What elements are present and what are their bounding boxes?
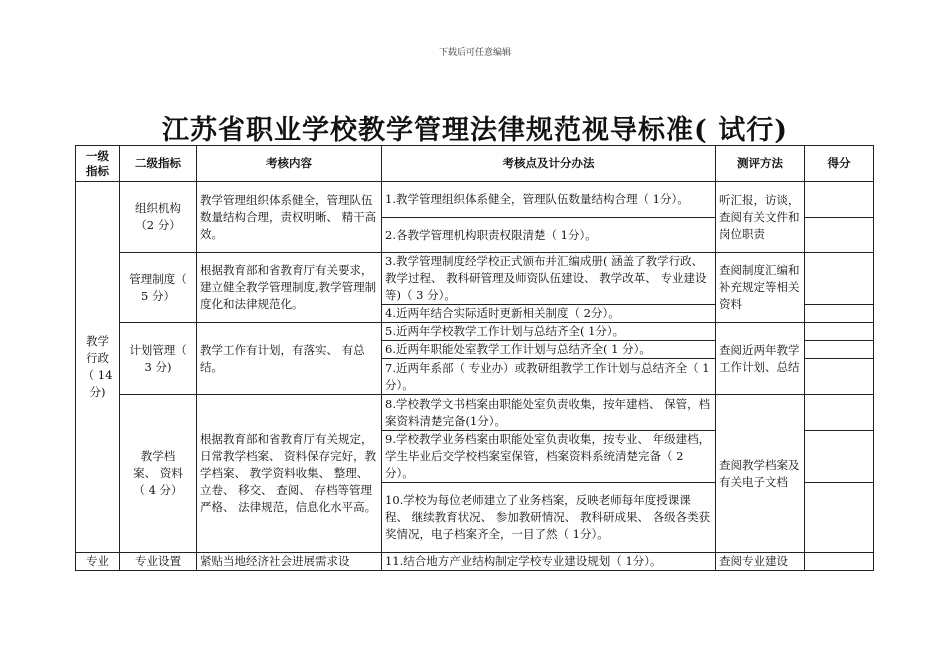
score-cell — [805, 483, 874, 553]
score-cell — [805, 323, 874, 341]
point-5: 5.近两年学校教学工作计划与总结齐全( 1分）。 — [382, 323, 716, 341]
score-cell — [805, 253, 874, 305]
level2-archive: 教学档 案、 资料 （ 4 分） — [120, 395, 197, 553]
score-cell — [805, 395, 874, 431]
table-row — [76, 323, 874, 341]
method-plan: 查阅近两年教学工作计划、总结 — [716, 323, 805, 395]
table-row — [76, 253, 874, 305]
table-row — [76, 182, 874, 218]
header-note: 下载后可任意编辑 — [438, 48, 511, 58]
point-1: 1.教学管理组织体系健全，管理队伍数量结构合理（ 1分）。 — [382, 182, 716, 218]
col-header-points: 考核点及计分办法 — [382, 146, 716, 182]
table-row — [76, 395, 874, 431]
score-cell — [805, 218, 874, 253]
point-3: 3.教学管理制度经学校正式颁布并汇编成册( 涵盖了教学行政、 教学过程、 教科研管理及师资队伍建设、 教学改革、 专业建设等)（ 3 分）。 — [382, 253, 716, 305]
score-cell — [805, 359, 874, 395]
col-header-level2: 二级指标 — [120, 146, 197, 182]
content-archive: 根据教育部和省教育厅有关规定，日常教学档案、 资料保存完好，教学档案、 教学资料收集、 整理、 立卷、 移交、 查阅、 存档等管理严格、 法律规范，信息化水平高。 — [197, 395, 382, 553]
level2-system: 管理制度（ 5 分） — [120, 253, 197, 323]
point-7: 7.近两年系部（ 专业办）或教研组教学工作计划与总结齐全（ 1分）。 — [382, 359, 716, 395]
col-header-level1: 一级 指标 — [76, 146, 120, 182]
level2-org: 组织机构 （2 分） — [120, 182, 197, 253]
point-11: 11.结合地方产业结构制定学校专业建设规划（ 1分）。 — [382, 553, 716, 571]
content-plan: 教学工作有计划，有落实、 有总结。 — [197, 323, 382, 395]
point-2: 2.各教学管理机构职责权限清楚（ 1分）。 — [382, 218, 716, 253]
level1-admin: 教学 行政 （ 14 分) — [76, 182, 120, 553]
score-cell — [805, 341, 874, 359]
score-cell — [805, 553, 874, 571]
document-title: 江苏省职业学校教学管理法律规范视导标准( 试行) — [162, 115, 788, 146]
col-header-method: 测评方法 — [716, 146, 805, 182]
point-8: 8.学校教学文书档案由职能处室负责收集，按年建档、 保管，档案资料清楚完备(1分）。 — [382, 395, 716, 431]
score-cell — [805, 305, 874, 323]
method-system: 查阅制度汇编和补充规定等相关资料 — [716, 253, 805, 323]
level2-major: 专业设置 — [120, 553, 197, 571]
point-4: 4.近两年结合实际适时更新相关制度（ 2分）。 — [382, 305, 716, 323]
table-row — [76, 553, 874, 571]
score-cell — [805, 182, 874, 218]
method-major: 查阅专业建设 — [716, 553, 805, 571]
col-header-score: 得分 — [805, 146, 874, 182]
content-major: 紧贴当地经济社会进展需求设 — [197, 553, 382, 571]
content-system: 根据教育部和省教育厅有关要求，建立健全教学管理制度,教学管理制度化和法律规范化。 — [197, 253, 382, 323]
point-9: 9.学校教学业务档案由职能处室负责收集，按专业、 年级建档，学生毕业后交学校档案室保管，档案资料系统清楚完备（ 2分）。 — [382, 431, 716, 483]
level2-plan: 计划管理（ 3 分) — [120, 323, 197, 395]
point-6: 6.近两年职能处室教学工作计划与总结齐全( 1 分）。 — [382, 341, 716, 359]
point-10: 10.学校为每位老师建立了业务档案，反映老师每年度授课课程、 继续教育状况、 参加教研情况、 教科研成果、 各级各类获奖情况，电子档案齐全，一目了然（ 1分）。 — [382, 483, 716, 553]
standards-table — [75, 145, 874, 571]
score-cell — [805, 431, 874, 483]
content-org: 教学管理组织体系健全，管理队伍数量结构合理，责权明晰、 精干高效。 — [197, 182, 382, 253]
col-header-content: 考核内容 — [197, 146, 382, 182]
method-org: 听汇报，访谈，查阅有关文件和岗位职责 — [716, 182, 805, 253]
method-archive: 查阅教学档案及有关电子文档 — [716, 395, 805, 553]
table-header-row — [76, 146, 874, 182]
level1-major: 专业 — [76, 553, 120, 571]
